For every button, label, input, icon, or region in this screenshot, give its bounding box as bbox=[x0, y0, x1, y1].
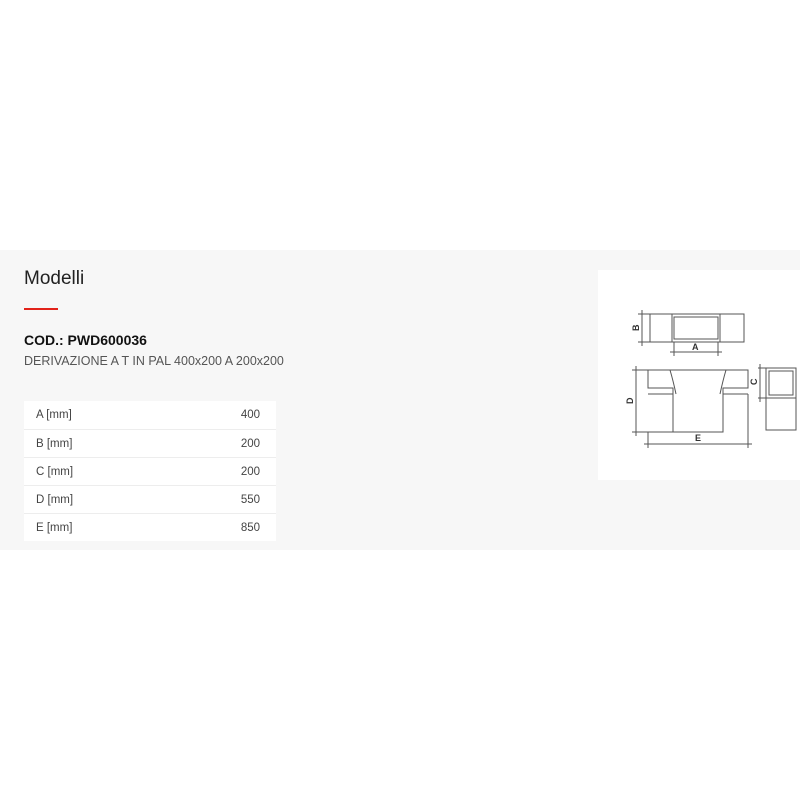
product-code: COD.: PWD600036 bbox=[24, 332, 147, 348]
title-underline bbox=[24, 308, 58, 310]
spec-row-d bbox=[24, 485, 276, 513]
side-view-body bbox=[766, 368, 796, 430]
spec-value: 200 bbox=[240, 465, 260, 478]
product-description: DERIVAZIONE A T IN PAL 400x200 A 200x200 bbox=[24, 354, 284, 368]
dimension-label-c: C bbox=[749, 378, 759, 385]
specs-table bbox=[24, 401, 276, 541]
spec-row-a bbox=[24, 401, 276, 429]
spec-label: A [mm] bbox=[36, 409, 72, 421]
dimension-label-a: A bbox=[692, 342, 699, 352]
spec-value: 550 bbox=[240, 493, 260, 506]
spec-row-c bbox=[24, 457, 276, 485]
spec-value: 850 bbox=[240, 521, 260, 534]
spec-label: B [mm] bbox=[36, 437, 73, 450]
tee-fitting-diagram bbox=[598, 270, 800, 480]
spec-label: D [mm] bbox=[36, 493, 74, 506]
spec-label: E [mm] bbox=[36, 521, 73, 534]
spec-row-b bbox=[24, 429, 276, 457]
dimension-label-b: B bbox=[631, 324, 641, 331]
section-title: Modelli bbox=[24, 268, 85, 289]
dimension-label-e: E bbox=[695, 433, 702, 443]
spec-label: C [mm] bbox=[36, 465, 74, 478]
spec-value: 200 bbox=[240, 437, 260, 450]
spec-value: 400 bbox=[240, 409, 260, 421]
front-view-body bbox=[648, 370, 748, 432]
dimension-label-d: D bbox=[625, 397, 635, 404]
spec-row-e bbox=[24, 513, 276, 541]
technical-drawing bbox=[598, 270, 800, 480]
top-view-body bbox=[650, 314, 744, 342]
